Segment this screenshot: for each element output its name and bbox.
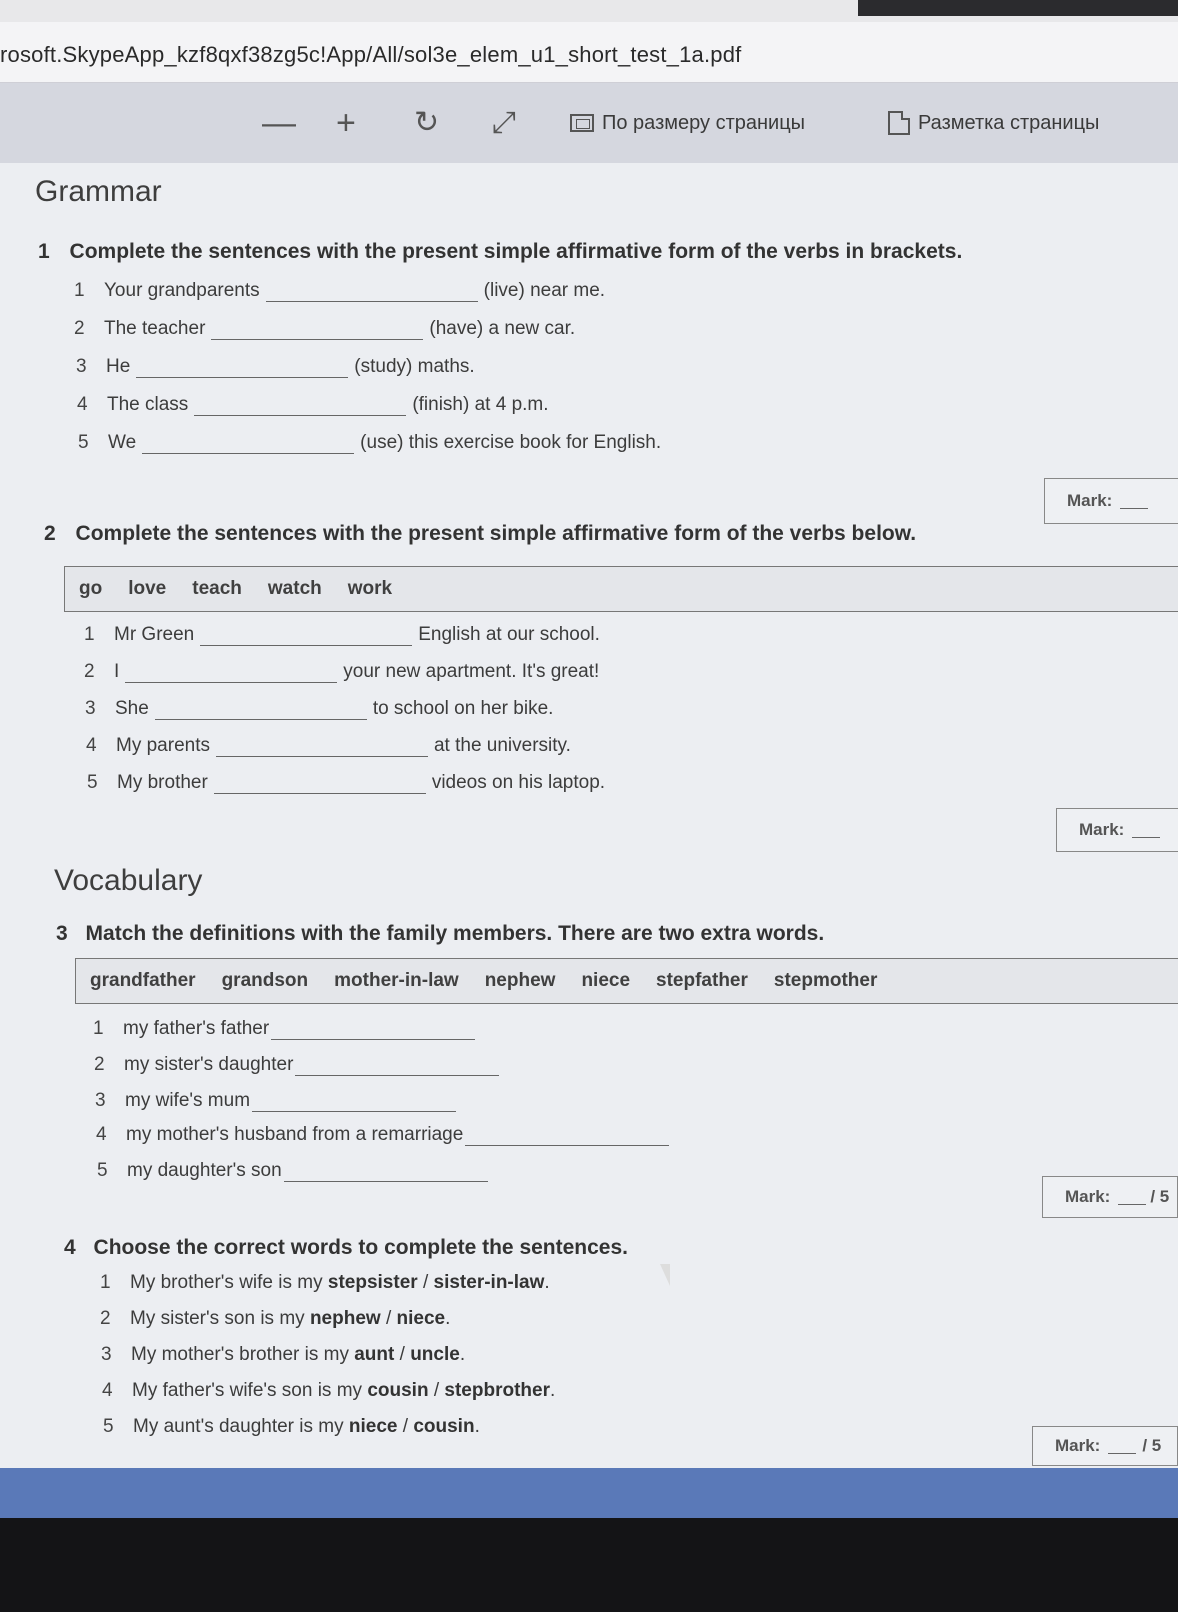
top-strip	[0, 0, 1178, 22]
mark-total: / 5	[1142, 1436, 1162, 1455]
answer-blank[interactable]	[465, 1127, 669, 1146]
q3-mark-box	[1042, 1176, 1178, 1218]
choice-separator: /	[397, 1416, 414, 1437]
item-number: 4	[102, 1380, 113, 1401]
choice-separator: /	[380, 1308, 397, 1329]
choice-a[interactable]: niece	[348, 1416, 398, 1437]
q1-item	[76, 356, 475, 378]
choice-a[interactable]: aunt	[354, 1344, 395, 1365]
item-text: He	[106, 356, 131, 377]
answer-blank[interactable]	[271, 1021, 475, 1040]
mark-blank[interactable]	[1120, 494, 1148, 509]
word-option: stepmother	[773, 970, 878, 991]
expand-icon: ⤢	[492, 106, 516, 139]
item-text: My sister's son is my	[130, 1308, 305, 1329]
q3-item	[95, 1090, 462, 1112]
word-option: grandson	[221, 970, 309, 991]
word-option: stepfather	[656, 970, 748, 991]
answer-blank[interactable]	[216, 738, 428, 757]
answer-blank[interactable]	[284, 1163, 488, 1182]
q2-item	[86, 735, 571, 757]
mark-blank[interactable]	[1132, 823, 1160, 838]
answer-blank[interactable]	[266, 283, 478, 302]
plus-icon: +	[336, 104, 356, 142]
minus-icon: —	[262, 104, 296, 142]
q1-item	[78, 432, 661, 454]
choice-separator: /	[417, 1272, 434, 1293]
page-layout-button[interactable]	[888, 83, 1099, 163]
window-title: rosoft.SkypeApp_kzf8qxf38zg5c!App/All/sol3e_elem_u1_short_test_1a.pdf	[0, 42, 742, 67]
item-number: 2	[94, 1054, 105, 1075]
q1-item	[77, 394, 549, 416]
item-number: 4	[86, 735, 97, 756]
answer-blank[interactable]	[214, 775, 426, 794]
item-text: at the university.	[433, 735, 571, 756]
item-text: videos on his laptop.	[431, 772, 606, 793]
choice-b[interactable]: sister-in-law	[433, 1272, 545, 1293]
mark-label: Mark:	[1067, 491, 1113, 510]
mark-blank[interactable]	[1108, 1439, 1136, 1454]
q2-word-box	[64, 566, 1178, 612]
item-text: My mother's brother is my	[131, 1344, 349, 1365]
item-number: 5	[97, 1160, 108, 1181]
item-number: 1	[84, 624, 95, 645]
item-number: 2	[74, 318, 85, 339]
item-text: The class	[107, 394, 189, 415]
zoom-in-button[interactable]	[336, 83, 356, 163]
word-option: work	[347, 578, 393, 599]
pdf-toolbar	[0, 83, 1178, 163]
item-number: 3	[76, 356, 87, 377]
q2-text: Complete the sentences with the present simple affirmative form of the verbs below.	[75, 522, 917, 545]
q2-item	[84, 624, 600, 646]
item-text: The teacher	[104, 318, 206, 339]
zoom-out-button[interactable]	[262, 83, 296, 163]
item-number: 1	[100, 1272, 111, 1293]
item-number: 3	[101, 1344, 112, 1365]
item-number: 4	[96, 1124, 107, 1145]
q2-item	[87, 772, 605, 794]
rotate-button[interactable]	[414, 83, 439, 163]
mark-label: Mark:	[1065, 1187, 1111, 1206]
word-option: niece	[581, 970, 631, 991]
mouse-cursor-icon	[660, 1264, 670, 1286]
section-title-grammar: Grammar	[35, 175, 162, 208]
item-text: (have) a new car.	[429, 318, 576, 339]
item-number: 3	[95, 1090, 106, 1111]
item-text: (study) maths.	[354, 356, 475, 377]
answer-blank[interactable]	[200, 627, 412, 646]
mark-total: / 5	[1150, 1187, 1170, 1206]
answer-blank[interactable]	[295, 1057, 499, 1076]
item-text: to school on her bike.	[372, 698, 554, 719]
q1-item	[74, 318, 575, 340]
word-option: grandfather	[90, 970, 196, 991]
item-text: She	[115, 698, 149, 719]
word-option: watch	[267, 578, 322, 599]
choice-separator: /	[428, 1380, 445, 1401]
item-number: 5	[87, 772, 98, 793]
fullscreen-button[interactable]	[492, 83, 516, 163]
choice-a[interactable]: nephew	[309, 1308, 381, 1329]
mark-blank[interactable]	[1118, 1190, 1146, 1205]
item-number: 1	[74, 280, 85, 301]
item-text: my father's father	[123, 1018, 270, 1039]
q2-number: 2	[44, 522, 56, 545]
fit-page-button[interactable]	[570, 83, 805, 163]
answer-blank[interactable]	[252, 1093, 456, 1112]
q2-item	[85, 698, 553, 720]
section-title-vocabulary: Vocabulary	[54, 864, 203, 897]
page-layout-label: Разметка страницы	[918, 111, 1100, 134]
title-bar	[0, 22, 1178, 83]
item-end: .	[445, 1308, 451, 1329]
item-text: my daughter's son	[127, 1160, 282, 1181]
q1-heading	[38, 240, 962, 264]
item-number: 5	[78, 432, 89, 453]
word-option: mother-in-law	[334, 970, 459, 991]
word-option: go	[79, 578, 103, 599]
answer-blank[interactable]	[211, 321, 423, 340]
word-option: teach	[192, 578, 242, 599]
item-text: My aunt's daughter is my	[133, 1416, 344, 1437]
item-number: 5	[103, 1416, 114, 1437]
item-number: 2	[100, 1308, 111, 1329]
item-number: 4	[77, 394, 88, 415]
item-text: I	[114, 661, 120, 682]
q3-item	[94, 1054, 505, 1076]
choice-a[interactable]: cousin	[367, 1380, 429, 1401]
q4-item	[101, 1344, 465, 1366]
q2-item	[84, 661, 599, 683]
word-option: nephew	[484, 970, 556, 991]
item-text: (live) near me.	[483, 280, 606, 301]
q1-item	[74, 280, 605, 302]
rotate-icon: ↻	[414, 106, 440, 139]
choice-separator: /	[394, 1344, 411, 1365]
q3-item	[97, 1160, 494, 1182]
monitor-bezel	[0, 1518, 1178, 1612]
q4-item	[100, 1308, 450, 1330]
choice-b[interactable]: uncle	[410, 1344, 460, 1365]
choice-b[interactable]: niece	[396, 1308, 446, 1329]
fit-page-icon	[570, 114, 594, 132]
answer-blank[interactable]	[125, 664, 337, 683]
item-text: My brother	[117, 772, 208, 793]
item-number: 1	[93, 1018, 104, 1039]
mark-label: Mark:	[1079, 820, 1125, 839]
item-end: .	[459, 1344, 466, 1365]
q1-number: 1	[38, 240, 50, 263]
q3-heading	[56, 922, 824, 946]
fit-page-label: По размеру страницы	[602, 111, 806, 134]
q3-text: Match the definitions with the family members. There are two extra words.	[85, 922, 825, 945]
item-end: .	[549, 1380, 556, 1401]
item-text: (finish) at 4 p.m.	[412, 394, 549, 415]
q2-mark-box	[1056, 808, 1178, 852]
page-layout-icon	[888, 111, 910, 135]
choice-b[interactable]: stepbrother	[444, 1380, 550, 1401]
q4-item	[103, 1416, 480, 1438]
item-end: .	[474, 1416, 480, 1437]
q4-item	[102, 1380, 555, 1402]
item-number: 2	[84, 661, 95, 682]
choice-b[interactable]: cousin	[413, 1416, 475, 1437]
answer-blank[interactable]	[194, 397, 406, 416]
q3-item	[93, 1018, 481, 1040]
item-end: .	[544, 1272, 550, 1293]
q4-item	[100, 1272, 550, 1294]
item-text: Mr Green	[114, 624, 195, 645]
q4-mark-box	[1032, 1426, 1178, 1466]
item-text: my mother's husband from a remarriage	[126, 1124, 464, 1145]
q3-number: 3	[56, 922, 68, 945]
item-number: 3	[85, 698, 96, 719]
answer-blank[interactable]	[142, 435, 354, 454]
item-text: Your grandparents	[104, 280, 260, 301]
q1-text: Complete the sentences with the present simple affirmative form of the verbs in brackets.	[69, 240, 963, 263]
q3-item	[96, 1124, 675, 1146]
item-text: My father's wife's son is my	[132, 1380, 363, 1401]
q4-number: 4	[64, 1236, 76, 1259]
q1-mark-box	[1044, 478, 1178, 524]
answer-blank[interactable]	[155, 701, 367, 720]
q4-heading	[64, 1236, 628, 1260]
item-text: (use) this exercise book for English.	[360, 432, 662, 453]
word-option: love	[128, 578, 167, 599]
choice-a[interactable]: stepsister	[327, 1272, 418, 1293]
item-text: My brother's wife is my	[130, 1272, 323, 1293]
item-text: my wife's mum	[125, 1090, 251, 1111]
taskbar-strip	[0, 1468, 1178, 1518]
item-text: English at our school.	[418, 624, 600, 645]
q2-heading	[44, 522, 916, 546]
q3-word-box	[75, 958, 1178, 1004]
dark-corner	[858, 0, 1178, 16]
mark-label: Mark:	[1055, 1436, 1101, 1455]
item-text: We	[108, 432, 137, 453]
item-text: My parents	[116, 735, 210, 756]
item-text: your new apartment. It's great!	[343, 661, 600, 682]
item-text: my sister's daughter	[124, 1054, 294, 1075]
q4-text: Choose the correct words to complete the sentences.	[93, 1236, 628, 1259]
answer-blank[interactable]	[136, 359, 348, 378]
